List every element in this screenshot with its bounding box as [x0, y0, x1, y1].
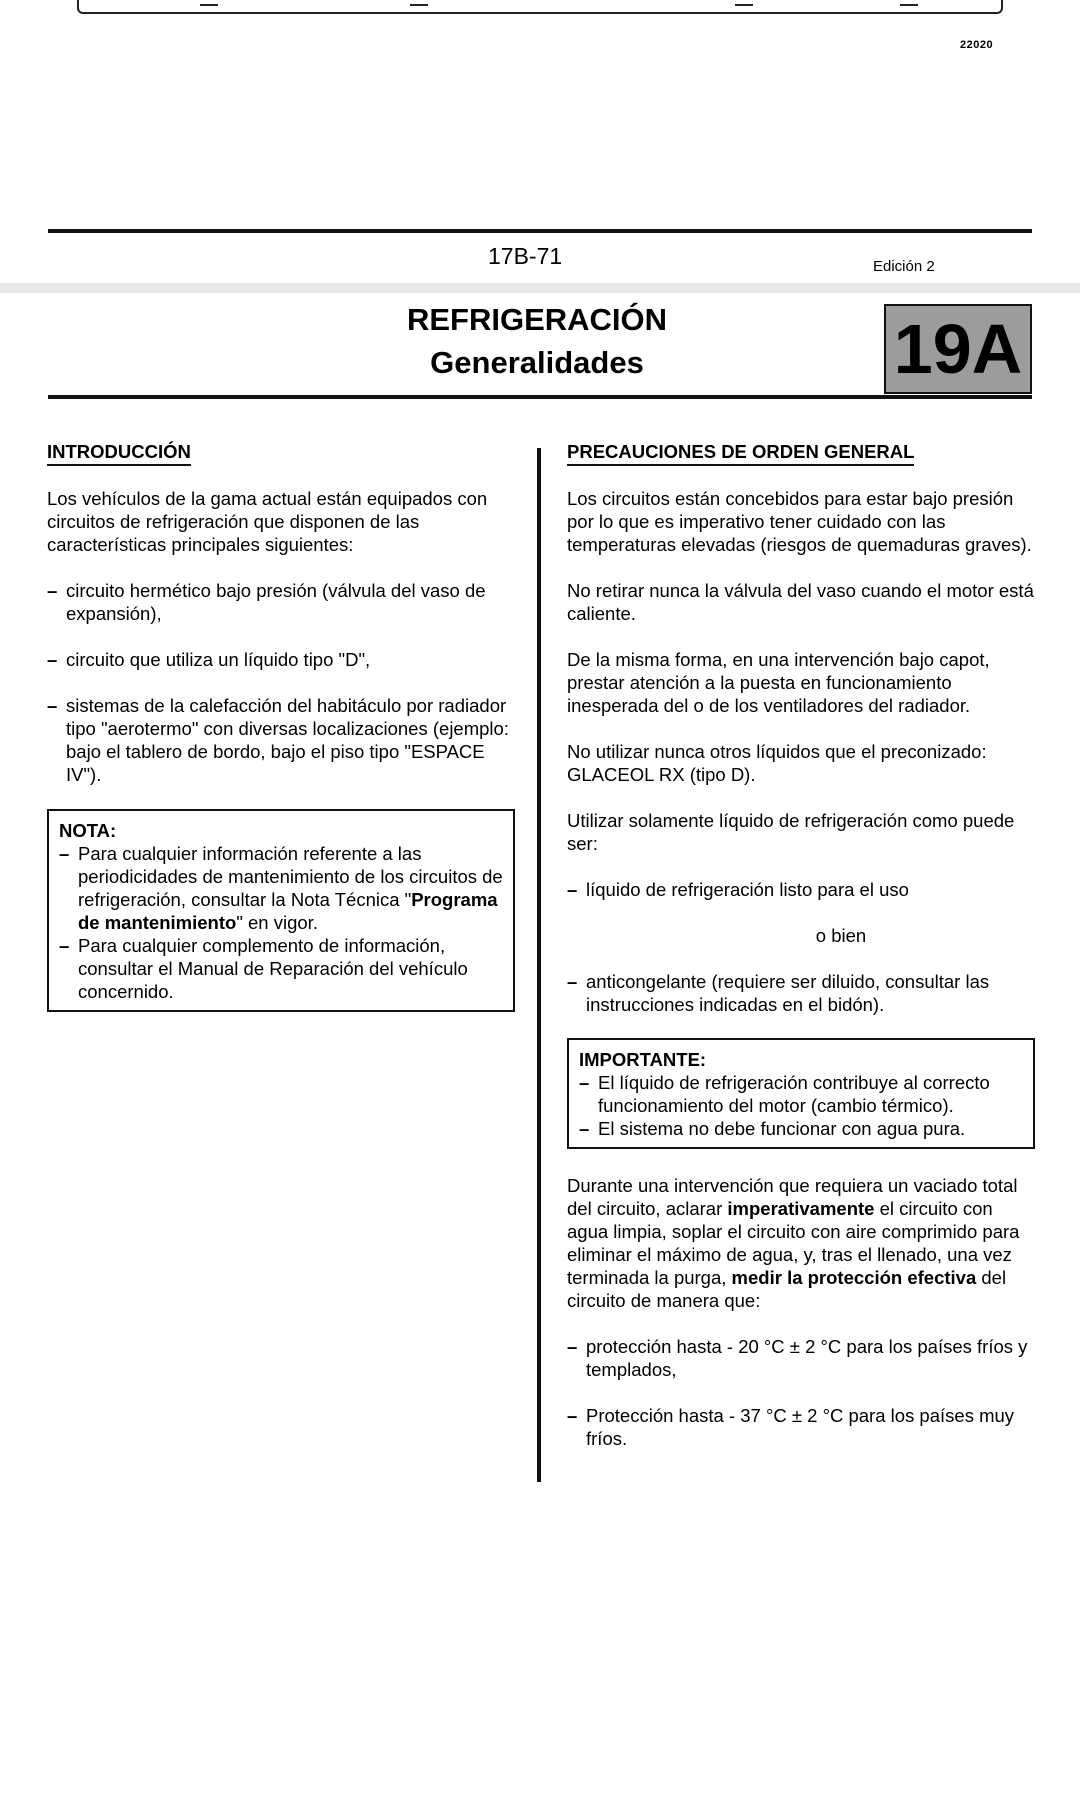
left-column	[47, 440, 515, 1037]
figure-tick	[900, 4, 918, 6]
right-column	[567, 440, 1035, 1473]
note-item: – Para cualquier complemento de información, consultar el Manual de Reparación del vehículo concernido.	[59, 935, 468, 1002]
precautions-heading: PRECAUCIONES DE ORDEN GENERAL	[567, 440, 914, 466]
paragraph: Los circuitos están concebidos para estar bajo presión por lo que es imperativo tener cuidado con las temperaturas elevadas (riesgos de quemaduras graves).	[567, 488, 1032, 555]
paragraph: De la misma forma, en una intervención bajo capot, prestar atención a la puesta en funcionamiento inesperada del o de los ventiladores del radiador.	[567, 649, 990, 716]
list-item: – protección hasta - 20 °C ± 2 °C para los países fríos y templados,	[567, 1336, 1028, 1380]
paragraph: No utilizar nunca otros líquidos que el preconizado: GLACEOL RX (tipo D).	[567, 741, 987, 785]
important-box	[567, 1038, 1035, 1149]
figure-tick	[410, 4, 428, 6]
section-badge: 19A	[884, 304, 1032, 394]
important-item: – El líquido de refrigeración contribuye al correcto funcionamiento del motor (cambio térmico).	[579, 1072, 990, 1116]
important-title: IMPORTANTE:	[579, 1049, 707, 1070]
list-item: – Protección hasta - 37 °C ± 2 °C para los países muy fríos.	[567, 1405, 1015, 1449]
list-item: – líquido de refrigeración listo para el uso	[567, 879, 909, 900]
header-rule	[48, 229, 1032, 233]
list-item: – circuito que utiliza un líquido tipo "D",	[47, 649, 371, 670]
list-item: – anticongelante (requiere ser diluido, consultar las instrucciones indicadas en el bidón).	[567, 971, 990, 1015]
note-box	[47, 809, 515, 1012]
page-number: 17B-71	[488, 243, 563, 269]
intro-heading: INTRODUCCIÓN	[47, 440, 191, 466]
figure-tick	[735, 4, 753, 6]
paragraph: Durante una intervención que requiera un vaciado total del circuito, aclarar imperativamente el circuito con agua limpia, soplar el circuito con aire comprimido para eliminar el máximo de agua, y, tras el llenado, una vez terminada la purga, medir la protección efectiva del circuito de manera que:	[567, 1175, 1020, 1311]
note-item: – Para cualquier información referente a las periodicidades de mantenimiento de los circuitos de refrigeración, consultar la Nota Técnica "Programa de mantenimiento" en vigor.	[59, 843, 503, 933]
list-item: – circuito hermético bajo presión (válvula del vaso de expansión),	[47, 580, 486, 624]
note-title: NOTA:	[59, 820, 117, 841]
or-separator: o bien	[815, 925, 867, 946]
column-divider	[537, 448, 541, 1482]
figure-code: 22020	[960, 39, 994, 51]
title-rule	[48, 395, 1032, 399]
list-item: – sistemas de la calefacción del habitáculo por radiador tipo "aerotermo" con diversas localizaciones (ejemplo: bajo el tablero de bordo, bajo el piso tipo "ESPACE IV").	[47, 695, 509, 785]
important-item: – El sistema no debe funcionar con agua pura.	[579, 1118, 966, 1139]
figure-tick	[200, 4, 218, 6]
page-separator	[0, 283, 1080, 293]
intro-paragraph: Los vehículos de la gama actual están equipados con circuitos de refrigeración que disponen de las características principales siguientes:	[47, 488, 488, 555]
page-title: REFRIGERACIÓN	[406, 302, 668, 337]
previous-figure-frame	[77, 0, 1003, 14]
paragraph: Utilizar solamente líquido de refrigeración como puede ser:	[567, 810, 1015, 854]
edition-label: Edición 2	[873, 258, 935, 275]
paragraph: No retirar nunca la válvula del vaso cuando el motor está caliente.	[567, 580, 1034, 624]
page-subtitle: Generalidades	[430, 345, 644, 380]
